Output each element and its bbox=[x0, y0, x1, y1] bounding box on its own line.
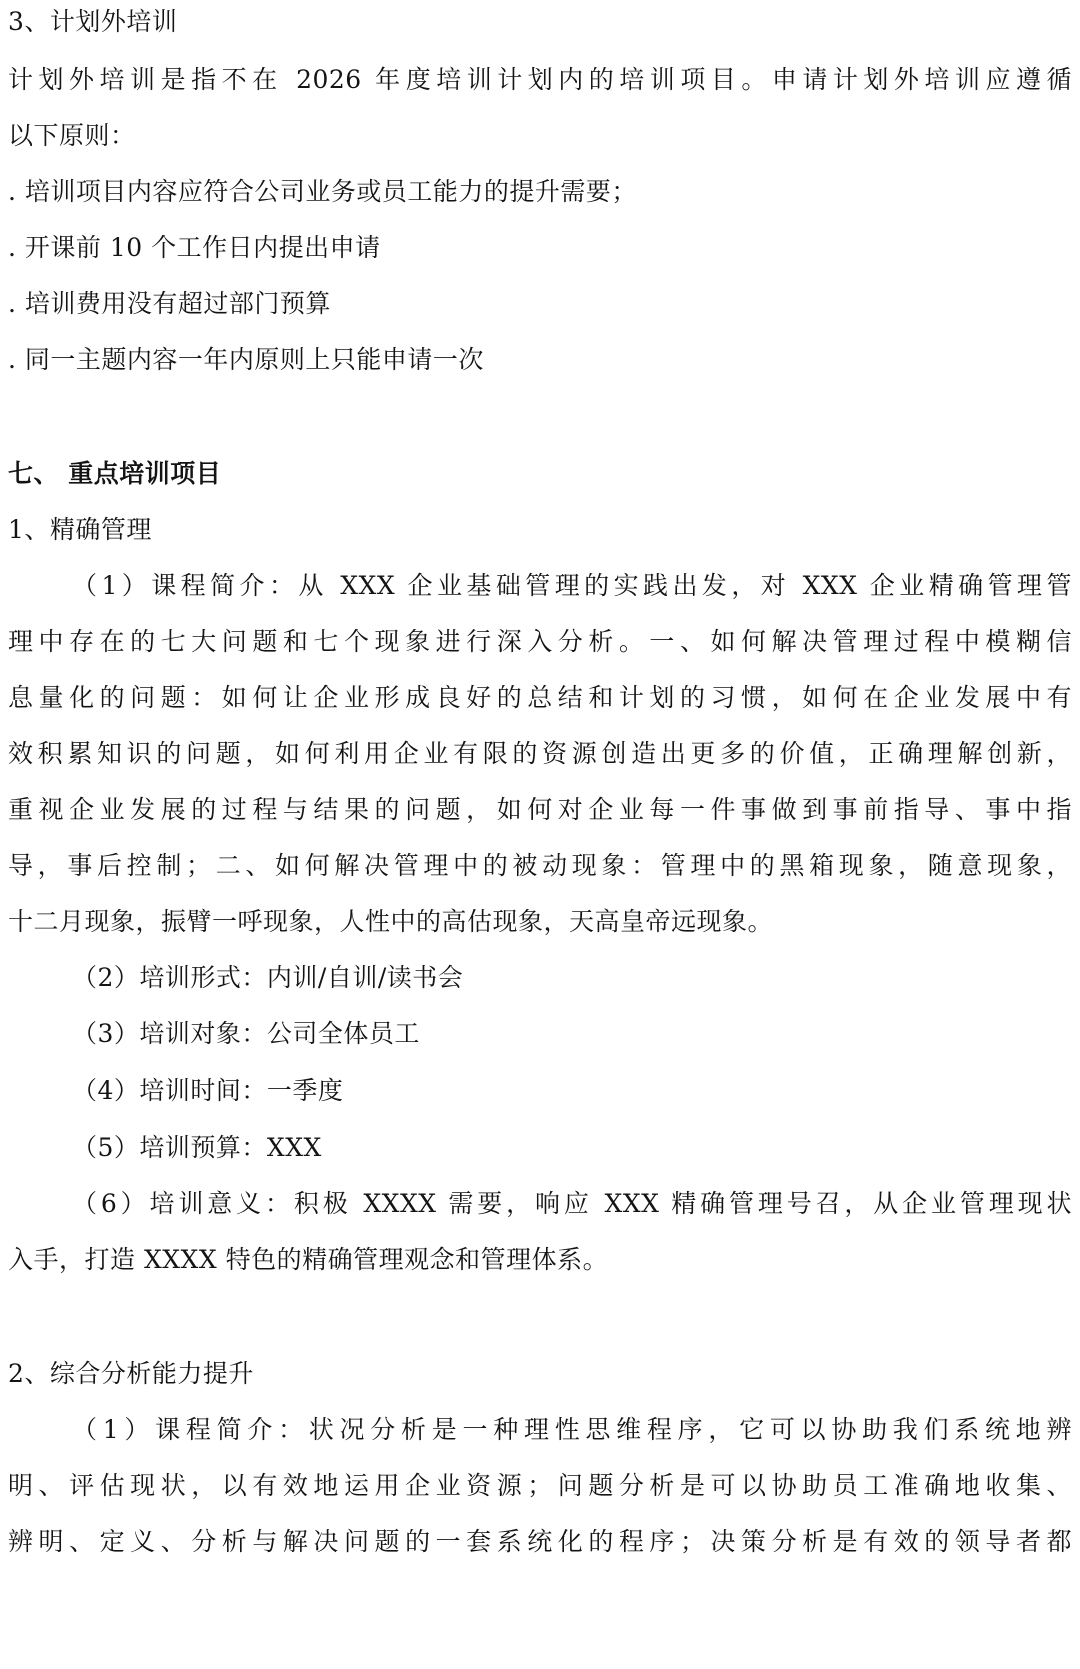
paragraph-line: 效积累知识的问题，如何利用企业有限的资源创造出更多的价值，正确理解创新， bbox=[8, 739, 1072, 768]
item-training-format: （2）培训形式：内训/自训/读书会 bbox=[72, 963, 464, 992]
item-training-time: （4）培训时间：一季度 bbox=[72, 1076, 344, 1105]
paragraph-line: 息量化的问题：如何让企业形成良好的总结和计划的习惯，如何在企业发展中有 bbox=[8, 683, 1072, 712]
item-training-budget: （5）培训预算：XXX bbox=[72, 1133, 322, 1162]
paragraph-line: 计划外培训是指不在 2026 年度培训计划内的培训项目。申请计划外培训应遵循 bbox=[8, 65, 1072, 94]
subsection-heading-analysis-ability: 2、综合分析能力提升 bbox=[8, 1359, 254, 1388]
section-heading-key-training-projects: 七、 重点培训项目 bbox=[8, 459, 222, 488]
item-training-audience: （3）培训对象：公司全体员工 bbox=[72, 1019, 420, 1048]
paragraph-line: 重视企业发展的过程与结果的问题，如何对企业每一件事做到事前指导、事中指 bbox=[8, 795, 1072, 824]
subsection-heading-unplanned-training: 3、计划外培训 bbox=[8, 7, 178, 36]
paragraph-line: 理中存在的七大问题和七个现象进行深入分析。一、如何解决管理过程中模糊信 bbox=[8, 627, 1072, 656]
list-item: . 开课前 10 个工作日内提出申请 bbox=[8, 233, 381, 262]
paragraph-line: 导，事后控制；二、如何解决管理中的被动现象：管理中的黑箱现象，随意现象， bbox=[8, 851, 1072, 880]
paragraph-line: （1）课程简介：状况分析是一种理性思维程序，它可以协助我们系统地辨 bbox=[72, 1415, 1072, 1444]
paragraph-line: （1）课程简介：从 XXX 企业基础管理的实践出发，对 XXX 企业精确管理管 bbox=[72, 571, 1072, 600]
subsection-heading-precise-management: 1、精确管理 bbox=[8, 515, 152, 544]
paragraph-line: 辨明、定义、分析与解决问题的一套系统化的程序；决策分析是有效的领导者都 bbox=[8, 1527, 1072, 1556]
paragraph-line: 以下原则： bbox=[8, 121, 136, 150]
item-training-significance: （6）培训意义：积极 XXXX 需要，响应 XXX 精确管理号召，从企业管理现状 bbox=[72, 1189, 1072, 1218]
list-item: . 培训费用没有超过部门预算 bbox=[8, 289, 331, 318]
list-item: . 同一主题内容一年内原则上只能申请一次 bbox=[8, 345, 484, 374]
paragraph-line: 十二月现象，振臂一呼现象，人性中的高估现象，天高皇帝远现象。 bbox=[8, 907, 774, 936]
paragraph-line: 明、评估现状，以有效地运用企业资源；问题分析是可以协助员工准确地收集、 bbox=[8, 1471, 1072, 1500]
paragraph-line: 入手，打造 XXXX 特色的精确管理观念和管理体系。 bbox=[8, 1245, 609, 1274]
list-item: . 培训项目内容应符合公司业务或员工能力的提升需要； bbox=[8, 177, 637, 206]
